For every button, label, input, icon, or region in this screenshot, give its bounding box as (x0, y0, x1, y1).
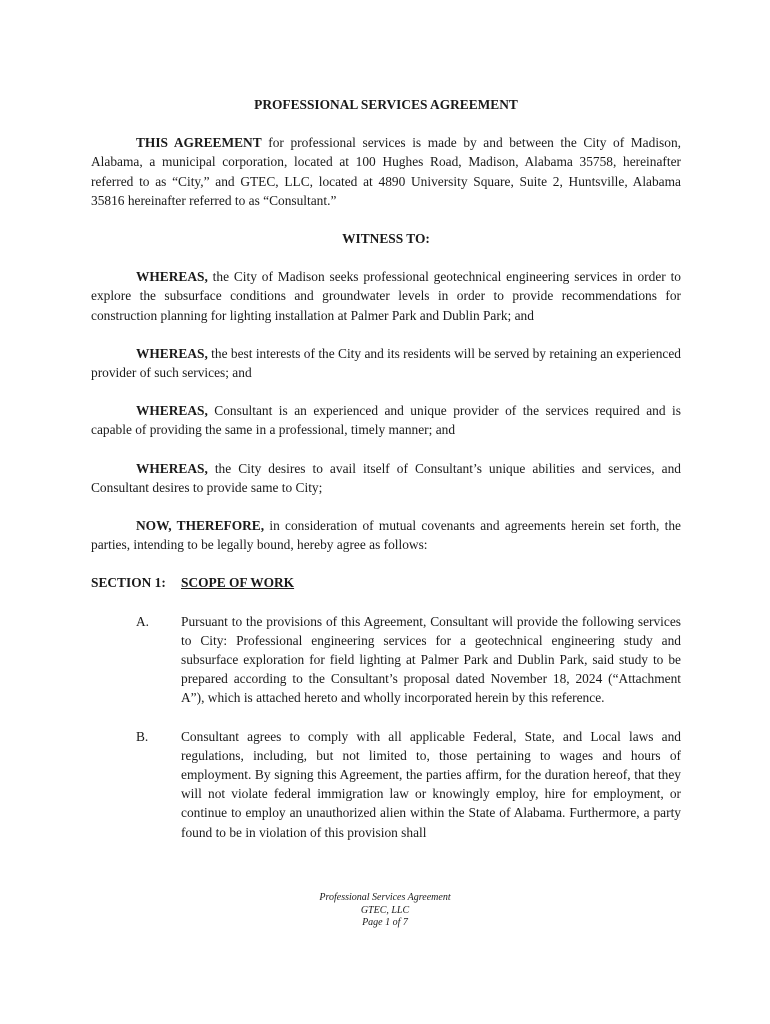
document-title: PROFESSIONAL SERVICES AGREEMENT (254, 97, 518, 112)
intro-paragraph (91, 133, 681, 210)
recital-text: the best interests of the City and its residents will be served by retaining an experienced provider of such services; and (91, 345, 681, 381)
recital-lead: WHEREAS, (136, 460, 208, 476)
intro-lead: THIS AGREEMENT (136, 135, 262, 151)
recital-paragraph (91, 459, 681, 497)
footer-title: Professional Services Agreement (319, 892, 451, 903)
page-footer (0, 892, 770, 930)
recital-lead: WHEREAS, (136, 269, 208, 285)
list-item (91, 612, 681, 708)
recital-text: the City of Madison seeks professional geotechnical engineering services in order to explore the subsurface conditions and groundwater levels in order to provide recommendations for construction planning for lighting installation at Palmer Park and Dublin Park; and (91, 269, 681, 323)
recital-paragraph (91, 267, 681, 325)
intro-text: for professional services is made by and between the City of Madison, Alabama, a municipal corporation, located at 100 Hughes Road, Madison, Alabama 35758, hereinafter referred to as “City,” and GTEC, LLC, located at 4890 University Square, Suite 2, Huntsville, Alabama 35816 hereinafter referred to as “Consultant.” (91, 135, 681, 208)
recital-lead: WHEREAS, (136, 345, 208, 361)
witness-heading: WITNESS TO: (342, 231, 430, 247)
section-number: SECTION 1: (91, 575, 166, 591)
item-text: Consultant agrees to comply with all applicable Federal, State, and Local laws and regulations, including, but not limited to, those pertaining to wages and hours of employment. By signing this Agreement, the parties affirm, for the duration hereof, that they will not violate federal immigration law or knowingly employ, hire for employment, or continue to employ an unauthorized alien within the State of Alabama. Furthermore, a party found to be in violation of this provision shall (181, 728, 681, 840)
list-item (91, 727, 681, 842)
document-body (91, 95, 681, 861)
item-letter: A. (136, 613, 150, 629)
item-text: Pursuant to the provisions of this Agreement, Consultant will provide the following services to City: Professional engineering services for a geotechnical engineering study and subsurface exploration for field lighting at Palmer Park and Dublin Park, said study to be prepared according to the Consultant’s proposal dated November 18, 2024 (“Attachment A”), which is attached hereto and wholly incorporated herein by this reference. (181, 613, 681, 706)
footer-page-number: Page 1 of 7 (362, 917, 408, 928)
recital-text: Consultant is an experienced and unique provider of the services required and is capable of providing the same in a professional, timely manner; and (91, 403, 681, 438)
recital-lead: NOW, THEREFORE, (136, 518, 265, 534)
recital-paragraph (91, 344, 681, 382)
recital-lead: WHEREAS, (136, 403, 208, 419)
footer-company: GTEC, LLC (360, 904, 410, 916)
recital-text: in consideration of mutual covenants and agreements herein set forth, the parties, intending to be legally bound, hereby agree as follows: (91, 518, 681, 553)
section-heading (91, 573, 681, 592)
recital-text: the City desires to avail itself of Consultant’s unique abilities and services, and Consultant desires to provide same to City; (91, 460, 681, 495)
item-letter: B. (136, 728, 149, 744)
recital-paragraph (91, 401, 681, 439)
now-therefore-paragraph (91, 516, 681, 554)
section-title: SCOPE OF WORK (181, 575, 295, 591)
